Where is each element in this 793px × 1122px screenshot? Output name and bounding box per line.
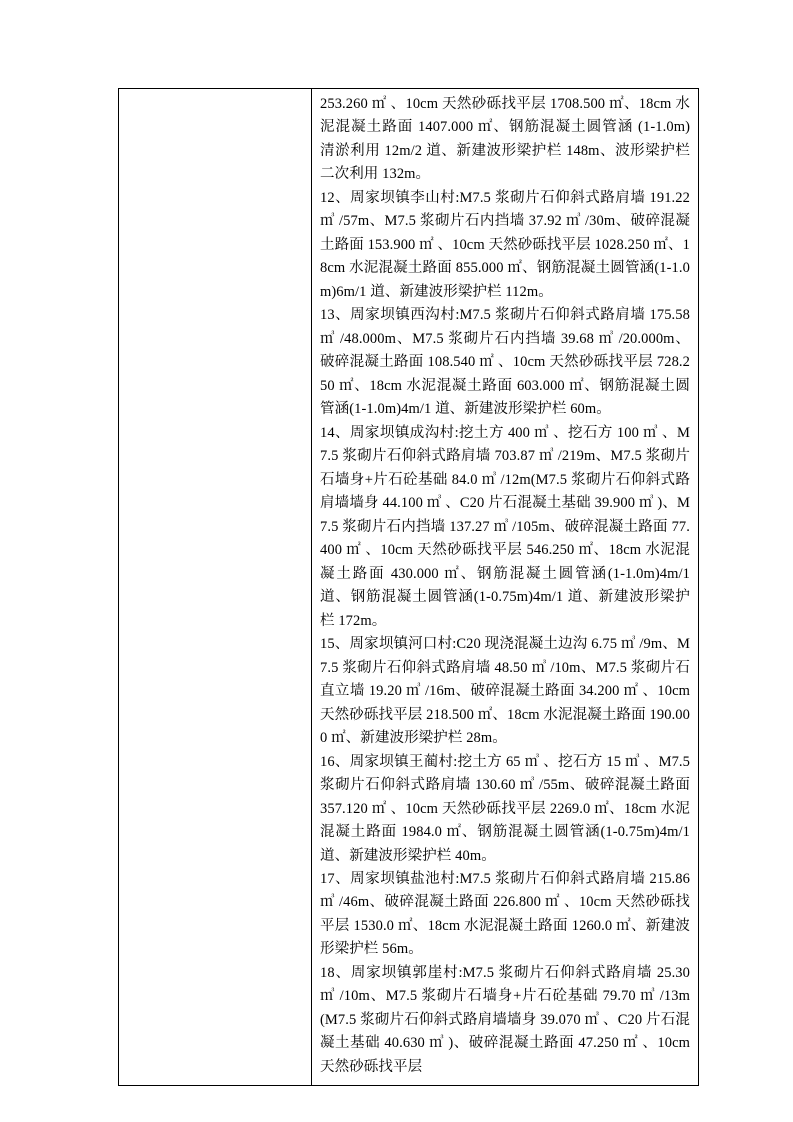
paragraph-item-18: 18、周家坝镇郭崖村:M7.5 浆砌片石仰斜式路肩墙 25.30 ㎥ /10m、M7.5 浆砌片石墙身+片石砼基础 79.70 ㎥ /13m(M7.5 浆砌片石仰斜式路肩墙墙身 39.070 ㎥ 、C20 片石混凝土基础 40.630 ㎥ )、破碎混凝土路面 47.250 ㎡ 、10cm 天然砂砾找平层 [320, 964, 690, 1075]
table-cell-right [312, 89, 699, 1086]
table-row [119, 89, 699, 1086]
content-table [118, 88, 699, 1086]
paragraph-item-14: 14、周家坝镇成沟村:挖土方 400 ㎥ 、挖石方 100 ㎥ 、M7.5 浆砌片石仰斜式路肩墙 703.87 ㎥ /219m、M7.5 浆砌片石墙身+片石砼基础 84.0 ㎥ /12m(M7.5 浆砌片石仰斜式路肩墙墙身 44.100 ㎥ 、C20 片石混凝土基础 39.900 ㎥ )、M7.5 浆砌片石内挡墙 137.27 ㎥ /105m、破碎混凝土路面 77.400 ㎡ 、10cm 天然砂砾找平层 546.250 ㎡、18cm 水泥混凝土路面 430.000 ㎡、钢筋混凝土圆管涵(1-1.0m)4m/1 道、钢筋混凝土圆管涵(1-0.75m)4m/1 道、新建波形梁护栏 172m。 [320, 424, 690, 629]
paragraph-item-17: 17、周家坝镇盐池村:M7.5 浆砌片石仰斜式路肩墙 215.86 ㎥ /46m、破碎混凝土路面 226.800 ㎡ 、10cm 天然砂砾找平层 1530.0 ㎡、18cm 水泥混凝土路面 1260.0 ㎡、新建波形梁护栏 56m。 [320, 870, 690, 958]
table-cell-left [119, 89, 312, 1086]
paragraph-item-16: 16、周家坝镇王蔺村:挖土方 65 ㎥ 、挖石方 15 ㎥ 、M7.5 浆砌片石仰斜式路肩墙 130.60 ㎥ /55m、破碎混凝土路面 357.120 ㎡ 、10cm 天然砂砾找平层 2269.0 ㎡、18cm 水泥混凝土路面 1984.0 ㎡、钢筋混凝土圆管涵(1-0.75m)4m/1 道、新建波形梁护栏 40m。 [320, 753, 690, 864]
paragraph-item-15: 15、周家坝镇河口村:C20 现浇混凝土边沟 6.75 ㎥ /9m、M7.5 浆砌片石仰斜式路肩墙 48.50 ㎥ /10m、M7.5 浆砌片石直立墙 19.20 ㎥ /16m、破碎混凝土路面 34.200 ㎡ 、10cm 天然砂砾找平层 218.500 ㎡、18cm 水泥混凝土路面 190.000 ㎡、新建波形梁护栏 28m。 [320, 636, 690, 747]
paragraph-item-12: 12、周家坝镇李山村:M7.5 浆砌片石仰斜式路肩墙 191.22 ㎥ /57m、M7.5 浆砌片石内挡墙 37.92 ㎥ /30m、破碎混凝土路面 153.900 ㎡ 、10cm 天然砂砾找平层 1028.250 ㎡、18cm 水泥混凝土路面 855.000 ㎡、钢筋混凝土圆管涵(1-1.0m)6m/1 道、新建波形梁护栏 112m。 [320, 189, 690, 300]
paragraph-continuation: 253.260 ㎡ 、10cm 天然砂砾找平层 1708.500 ㎡、18cm 水泥混凝土路面 1407.000 ㎡、钢筋混凝土圆管涵 (1-1.0m) 清淤利用 12m/2 道、新建波形梁护栏 148m、波形梁护栏二次利用 132m。 [320, 96, 690, 183]
paragraph-item-13: 13、周家坝镇西沟村:M7.5 浆砌片石仰斜式路肩墙 175.58 ㎥ /48.000m、M7.5 浆砌片石内挡墙 39.68 ㎥ /20.000m、破碎混凝土路面 108.540 ㎡ 、10cm 天然砂砾找平层 728.250 ㎡、18cm 水泥混凝土路面 603.000 ㎡、钢筋混凝土圆管涵(1-1.0m)4m/1 道、新建波形梁护栏 60m。 [320, 307, 690, 418]
